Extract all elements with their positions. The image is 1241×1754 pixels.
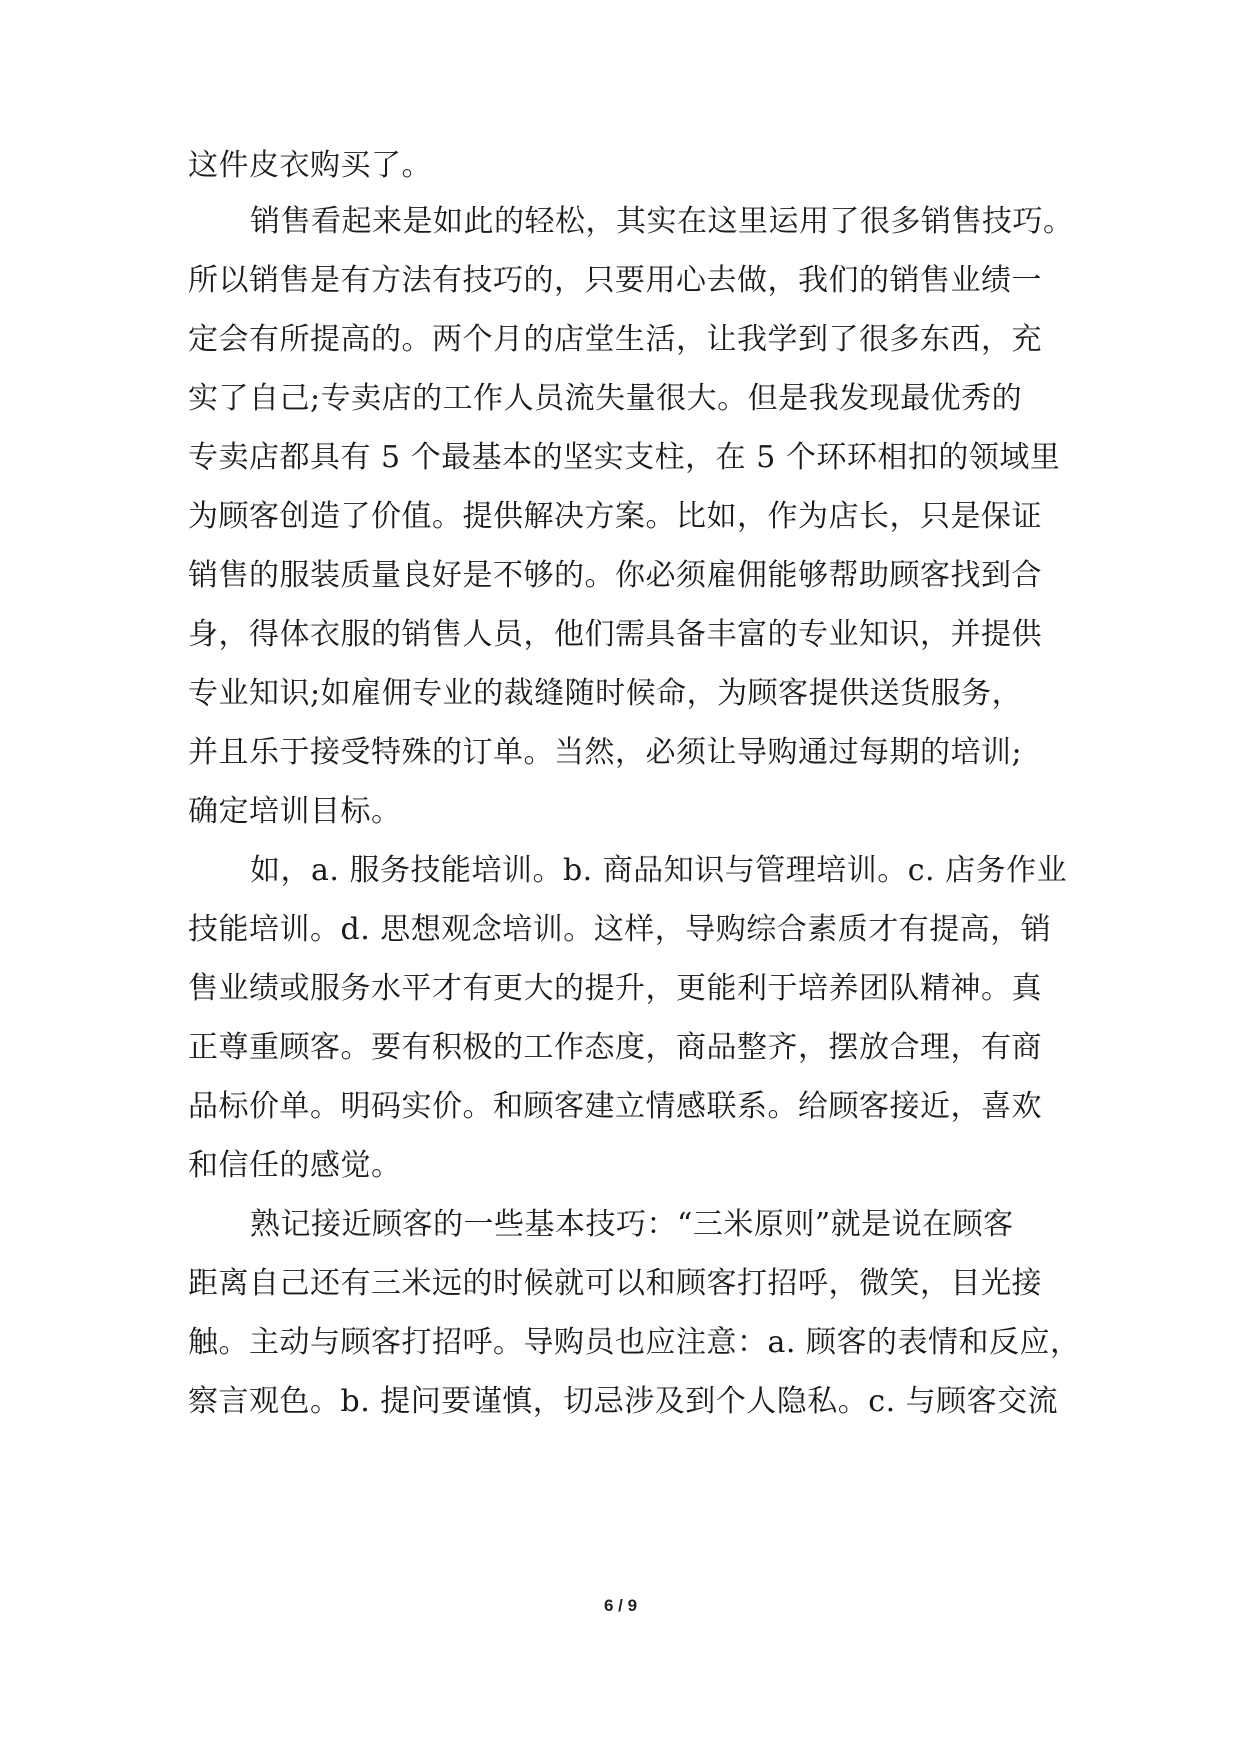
text-line: 品标价单。明码实价。和顾客建立情感联系。给顾客接近，喜欢 bbox=[188, 1089, 1042, 1124]
text-line-paragraph-start: 如，a. 服务技能培训。b. 商品知识与管理培训。c. 店务作业 bbox=[250, 853, 1068, 888]
text-line: 身，得体衣服的销售人员，他们需具备丰富的专业知识，并提供 bbox=[188, 617, 1042, 652]
text-line: 察言观色。b. 提问要谨慎，切忌涉及到个人隐私。c. 与顾客交流 bbox=[188, 1384, 1059, 1419]
text-line: 定会有所提高的。两个月的店堂生活，让我学到了很多东西，充 bbox=[188, 322, 1042, 357]
text-line: 技能培训。d. 思想观念培训。这样，导购综合素质才有提高，销 bbox=[188, 912, 1052, 947]
text-line: 实了自己;专卖店的工作人员流失量很大。但是我发现最优秀的 bbox=[188, 381, 1023, 416]
text-line: 为顾客创造了价值。提供解决方案。比如，作为店长，只是保证 bbox=[188, 499, 1042, 534]
text-line: 并且乐于接受特殊的订单。当然，必须让导购通过每期的培训; bbox=[188, 735, 1023, 770]
text-line: 正尊重顾客。要有积极的工作态度，商品整齐，摆放合理，有商 bbox=[188, 1030, 1042, 1065]
text-line: 触。主动与顾客打招呼。导购员也应注意：a. 顾客的表情和反应， bbox=[188, 1325, 1081, 1360]
text-line: 专卖店都具有 5 个最基本的坚实支柱，在 5 个环环相扣的领域里 bbox=[188, 440, 1061, 475]
text-line: 确定培训目标。 bbox=[188, 794, 402, 829]
text-line: 销售的服装质量良好是不够的。你必须雇佣能够帮助顾客找到合 bbox=[188, 558, 1042, 593]
text-line: 所以销售是有方法有技巧的，只要用心去做，我们的销售业绩一 bbox=[188, 263, 1042, 298]
text-line: 专业知识;如雇佣专业的裁缝随时候命，为顾客提供送货服务， bbox=[188, 676, 1023, 711]
text-line-paragraph-start: 销售看起来是如此的轻松，其实在这里运用了很多销售技巧。 bbox=[250, 204, 1074, 239]
page-number: 6 / 9 bbox=[603, 1596, 638, 1615]
text-line: 和信任的感觉。 bbox=[188, 1148, 402, 1183]
text-line-paragraph-start: 熟记接近顾客的一些基本技巧：“三米原则”就是说在顾客 bbox=[250, 1207, 1014, 1242]
text-line: 距离自己还有三米远的时候就可以和顾客打招呼，微笑，目光接 bbox=[188, 1266, 1042, 1301]
text-line: 这件皮衣购买了。 bbox=[188, 148, 432, 183]
text-line: 售业绩或服务水平才有更大的提升，更能利于培养团队精神。真 bbox=[188, 971, 1042, 1006]
